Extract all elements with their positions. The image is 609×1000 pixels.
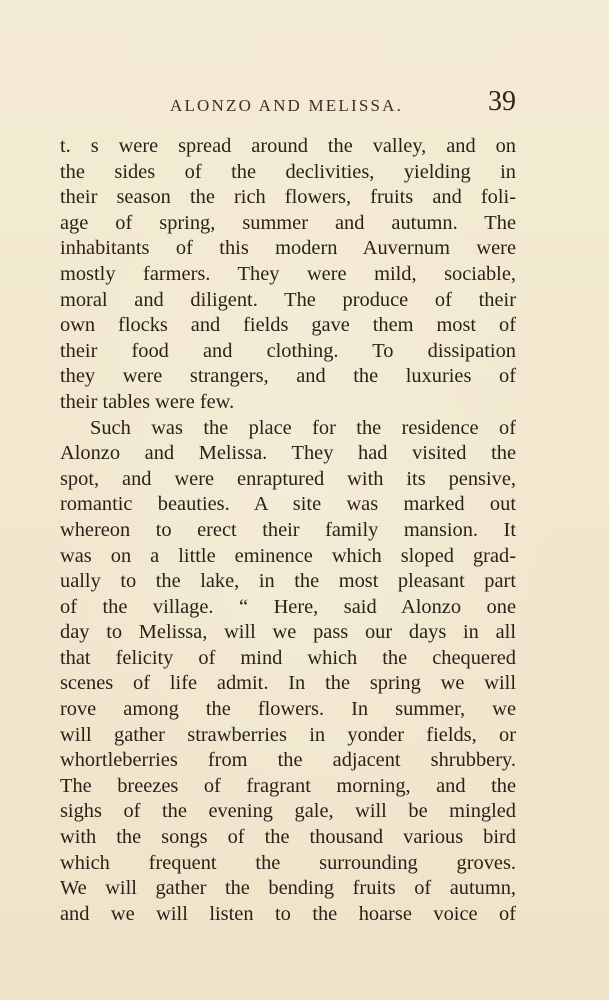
page-header — [0, 86, 609, 126]
text-line: The breezes of fragrant morning, and the — [60, 774, 516, 797]
text-line: age of spring, summer and autumn. The — [60, 211, 516, 234]
body-text — [60, 134, 516, 927]
text-line: their season the rich flowers, fruits and foli- — [60, 186, 516, 209]
text-line: sighs of the evening gale, will be mingled — [60, 800, 516, 823]
text-line: was on a little eminence which sloped grad- — [60, 544, 516, 567]
text-line: with the songs of the thousand various bird — [60, 826, 516, 849]
running-head: ALONZO AND MELISSA. — [170, 96, 404, 115]
text-line: which frequent the surrounding groves. — [60, 851, 516, 874]
text-line: whortleberries from the adjacent shrubbery. — [60, 749, 516, 772]
text-line: rove among the flowers. In summer, we — [60, 698, 516, 721]
text-line: they were strangers, and the luxuries of — [60, 365, 516, 388]
text-line: will gather strawberries in yonder fields, or — [60, 723, 516, 746]
text-line: that felicity of mind which the chequered — [60, 646, 516, 669]
text-line: Alonzo and Melissa. They had visited the — [60, 442, 516, 465]
page-number: 39 — [488, 86, 516, 117]
paragraph-first-line: Such was the place for the residence of — [90, 416, 516, 439]
text-line: moral and diligent. The produce of their — [60, 288, 516, 311]
text-line: and we will listen to the hoarse voice of — [60, 902, 516, 925]
text-line: We will gather the bending fruits of autumn, — [60, 877, 516, 900]
text-line: ually to the lake, in the most pleasant part — [60, 570, 516, 593]
text-line: the sides of the declivities, yielding in — [60, 160, 516, 183]
text-line: t. s were spread around the valley, and on — [60, 135, 516, 157]
text-line: of the village. “ Here, said Alonzo one — [60, 595, 516, 618]
text-line: scenes of life admit. In the spring we will — [60, 672, 516, 695]
text-line: spot, and were enraptured with its pensive, — [60, 467, 516, 490]
text-line: their tables were few. — [60, 390, 235, 413]
text-line: inhabitants of this modern Auvernum were — [60, 237, 516, 260]
text-line: mostly farmers. They were mild, sociable, — [60, 262, 516, 285]
text-line: their food and clothing. To dissipation — [60, 339, 516, 362]
text-line: whereon to erect their family mansion. It — [60, 518, 516, 541]
text-line: own flocks and fields gave them most of — [60, 314, 516, 337]
text-line: romantic beauties. A site was marked out — [60, 493, 516, 516]
text-line: day to Melissa, will we pass our days in all — [60, 621, 516, 644]
